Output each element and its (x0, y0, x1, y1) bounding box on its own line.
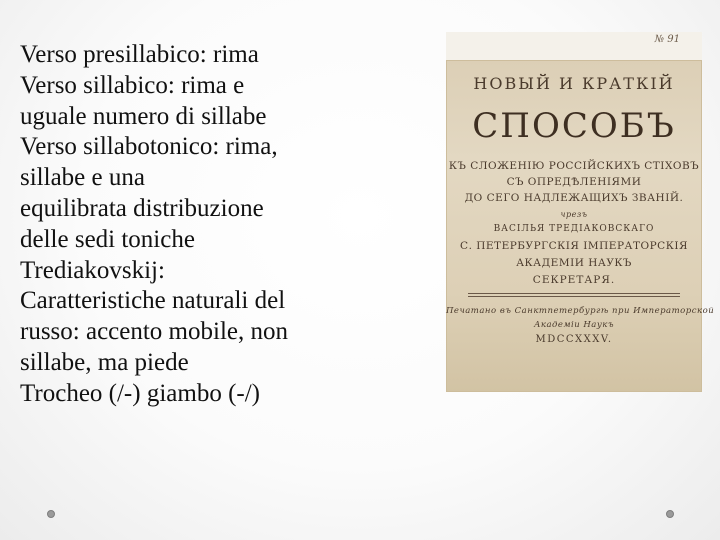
page-number: № 91 (654, 34, 680, 45)
text-line: Verso presillabico: rima (20, 41, 259, 68)
decorative-dot-icon (47, 510, 55, 518)
text-line: Verso sillabico: rima e (20, 71, 245, 99)
text-line: Verso sillabotonico: rima, (20, 133, 278, 161)
text-line: delle sedi toniche (20, 225, 195, 253)
page-top-strip (446, 32, 702, 60)
text-line: Trediakovskij: (20, 256, 165, 284)
book-subtitle-line: КЪ СЛОЖЕНІЮ РОССІЙСКИХЪ СТІХОВЪ (448, 160, 700, 172)
book-author-title-line: АКАДЕМІИ НАУКЪ (516, 257, 632, 269)
book-year-line: MDCCXXXV. (535, 334, 613, 345)
book-author-title-line: С. ПЕТЕРБУРГСКІЯ ІМПЕРАТОРСКІЯ (460, 240, 688, 252)
divider-rule (468, 296, 680, 297)
slide-text (20, 40, 430, 410)
book-author-title-line: СЕКРЕТАРЯ. (532, 274, 616, 286)
text-line: Trocheo (/-) giambo (-/) (20, 379, 260, 407)
decorative-dot-icon (666, 510, 674, 518)
book-title-page-image (446, 34, 715, 392)
text-line: uguale numero di sillabe (20, 102, 267, 130)
book-imprint-line: Академіи Наукъ (533, 320, 615, 330)
text-line: russo: accento mobile, non (20, 318, 288, 346)
book-title-main: СПОСОБЪ (472, 106, 676, 146)
text-line: sillabe e una (20, 164, 145, 192)
book-title-line: НОВЫЙ И КРАТКІЙ (473, 74, 675, 93)
book-imprint-line: Печатано въ Санктпетербургѣ при Императорской (446, 306, 715, 316)
divider-rule (468, 293, 680, 294)
book-by-line: чрезъ (560, 210, 588, 219)
book-subtitle-line: СЪ ОПРЕДѢЛЕНІЯМИ (506, 176, 642, 188)
book-subtitle-line: ДО СЕГО НАДЛЕЖАЩИХЪ ЗВАНІЙ. (464, 192, 684, 204)
text-line: Caratteristiche naturali del (20, 287, 286, 315)
text-line: sillabe, ma piede (20, 348, 189, 376)
text-line: equilibrata distribuzione (20, 194, 264, 222)
book-author-line: ВАСІЛЬЯ ТРЕДІАКОВСКАГО (493, 224, 655, 234)
